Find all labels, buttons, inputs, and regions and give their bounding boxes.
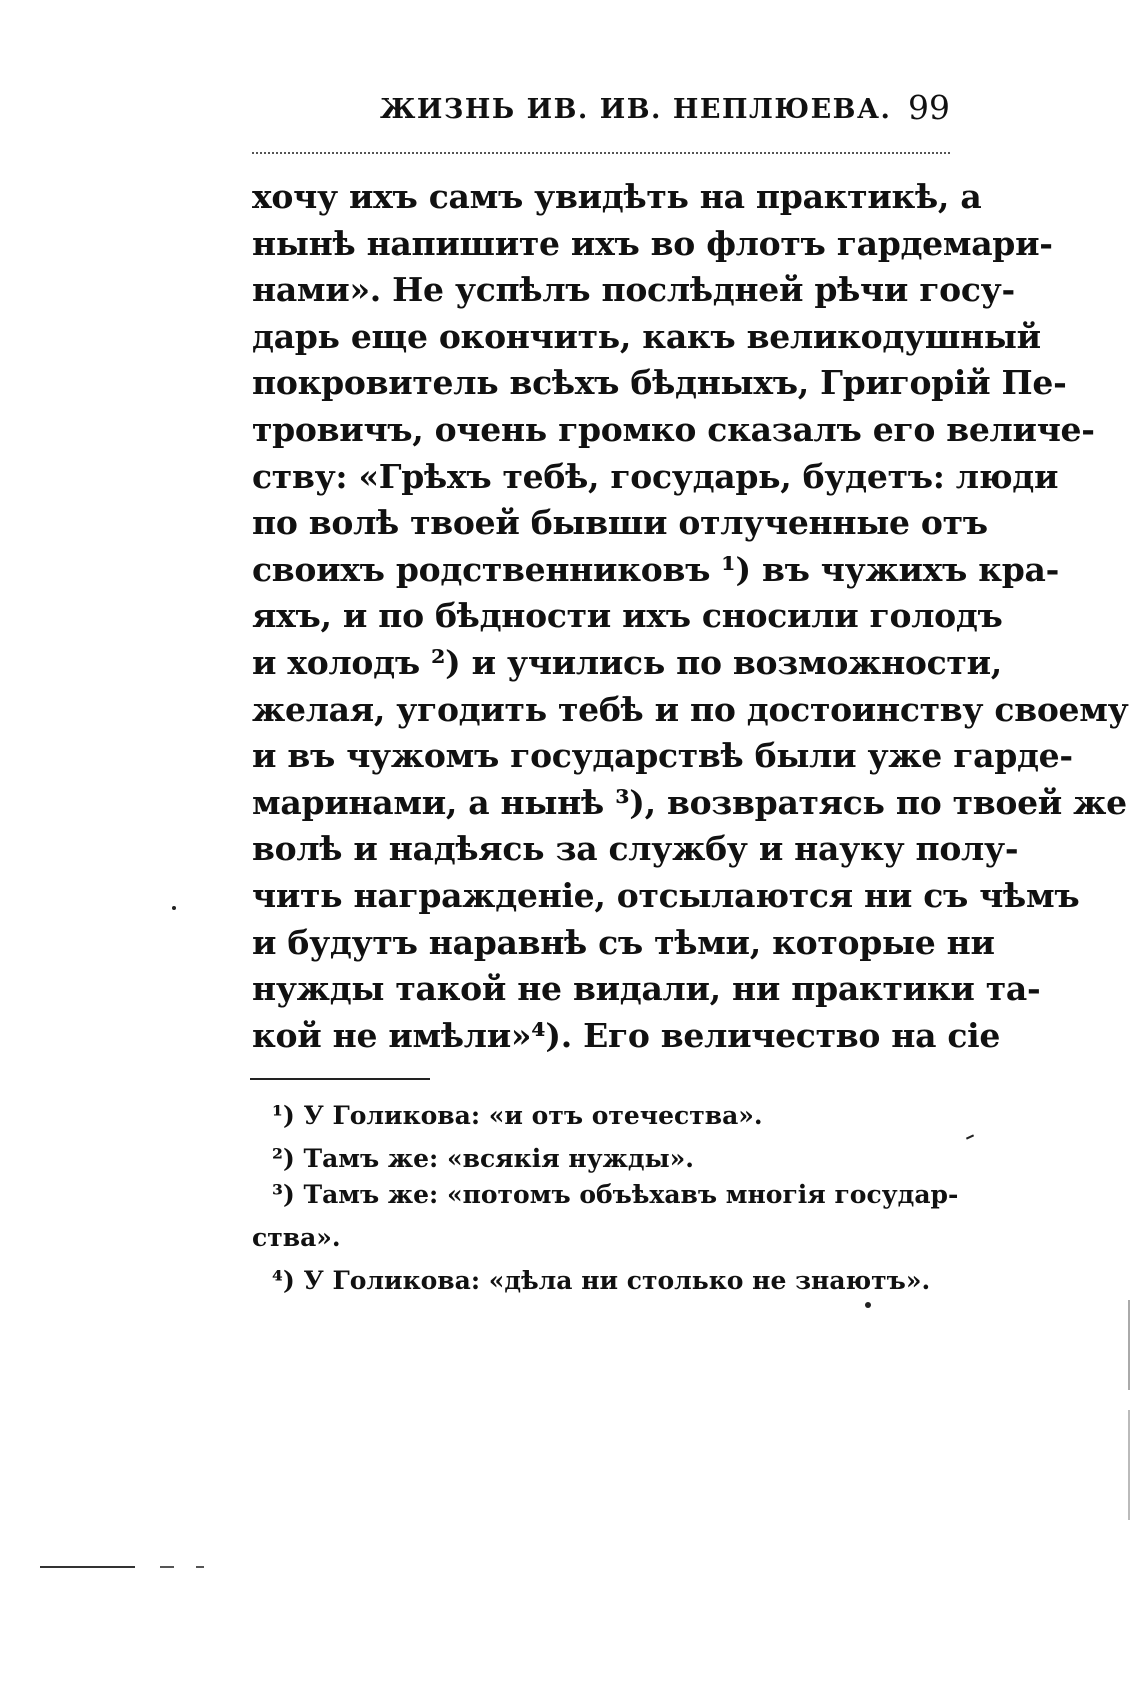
text-line: и холодъ ²) и учились по возможности, (252, 642, 1002, 682)
text-line: кой не имѣли»⁴). Его величество на сіе (252, 1015, 1001, 1055)
text-line: и будутъ наравнѣ съ тѣми, которые ни (252, 922, 995, 962)
scan-edge (1128, 1300, 1130, 1390)
text-line: своихъ родственниковъ ¹) въ чужихъ кра- (252, 549, 1060, 589)
scan-speck (865, 1302, 871, 1308)
text-line: желая, угодить тебѣ и по достоинству своему (252, 689, 1129, 729)
text-line: чить награжденіе, отсылаются ни съ чѣмъ (252, 875, 1080, 915)
footnote-3-continuation: ства». (252, 1223, 341, 1252)
scan-edge (1128, 1410, 1130, 1520)
text-line: яхъ, и по бѣдности ихъ сносили голодъ (252, 596, 1003, 636)
main-text-block (252, 174, 1129, 1059)
text-line: нами». Не успѣлъ послѣдней рѣчи госу- (252, 270, 1015, 310)
text-line: маринами, а нынѣ ³), возвратясь по твоей же (252, 782, 1127, 822)
footnote-3: ³) Тамъ же: «потомъ объѣхавъ многія государ- (272, 1180, 959, 1209)
text-line: волѣ и надѣясь за службу и науку полу- (252, 829, 1019, 869)
text-line: тровичъ, очень громко сказалъ его величе- (252, 409, 1095, 449)
text-line: дарь еще окончить, какъ великодушный (252, 316, 1041, 356)
footnote-4: ⁴) У Голикова: «дѣла ни столько не знаютъ». (272, 1266, 931, 1295)
footnote-2: ²) Тамъ же: «всякія нужды». (272, 1144, 694, 1173)
running-title: ЖИЗНЬ ИВ. ИВ. НЕПЛЮЕВА. (380, 94, 892, 125)
text-line: нынѣ напишите ихъ во флотъ гардемари- (252, 223, 1053, 263)
text-line: нужды такой не видали, ни практики та- (252, 969, 1041, 1009)
footnote-rule (250, 1078, 430, 1080)
header-rule (252, 152, 950, 154)
text-line: по волѣ твоей бывши отлученные отъ (252, 503, 988, 543)
scan-mark (196, 1566, 204, 1568)
text-line: и въ чужомъ государствѣ были уже гарде- (252, 736, 1073, 776)
footnote-1: ¹) У Голикова: «и отъ отечества». (272, 1101, 763, 1130)
footnotes-block (252, 1094, 959, 1302)
page-number: 99 (908, 88, 950, 127)
text-line: хочу ихъ самъ увидѣть на практикѣ, а (252, 177, 982, 216)
text-line: покровитель всѣхъ бѣдныхъ, Григорій Пе- (252, 363, 1067, 403)
scan-mark (40, 1566, 135, 1568)
scan-speck (966, 1134, 974, 1139)
text-line: ству: «Грѣхъ тебѣ, государь, будетъ: люди (252, 456, 1059, 496)
scan-mark (160, 1566, 174, 1568)
page-header (380, 88, 950, 128)
scan-speck (172, 906, 176, 910)
